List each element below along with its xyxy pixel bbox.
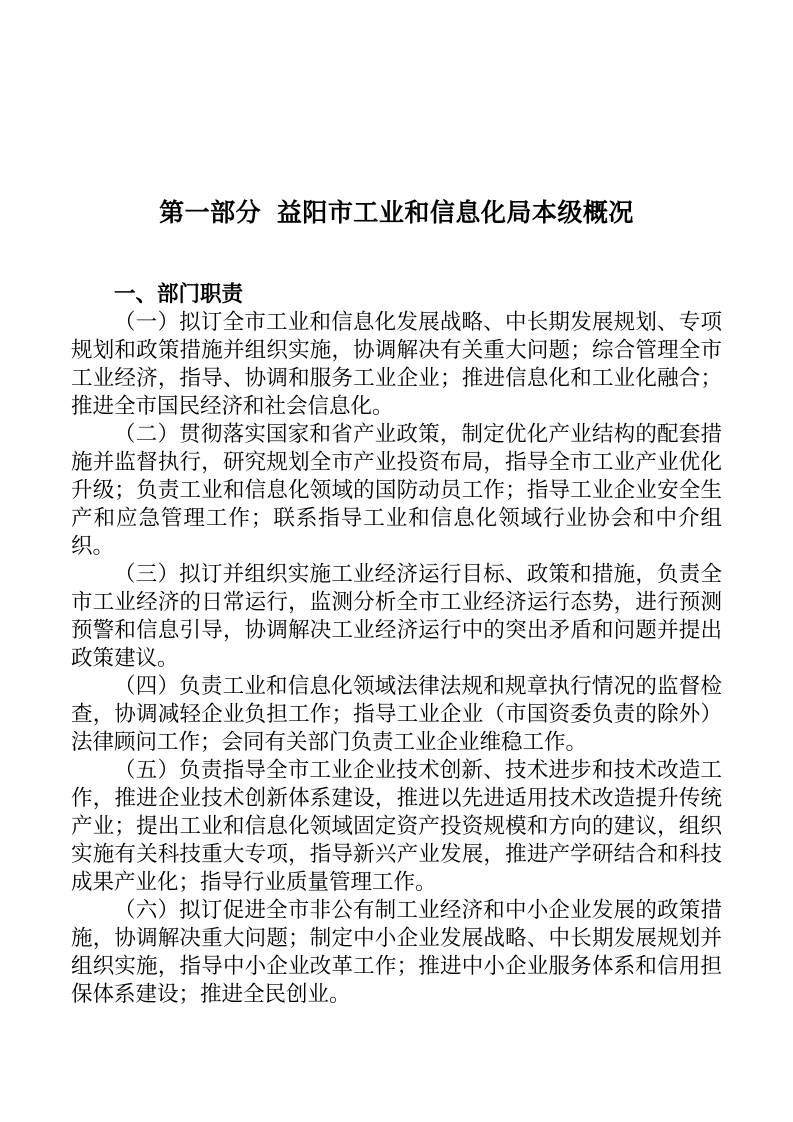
document-body [0,280,793,1008]
section-heading-duties: 一、部门职责 [114,282,244,306]
duty-paragraph-6: （六）拟订促进全市非公有制工业经济和中小企业发展的政策措施，协调解决重大问题；制定中小企业发展战略、中长期发展规划并组织实施，指导中小企业改革工作；推进中小企业服务体系和信用担保体系建设；推进全民创业。 [71,898,722,1006]
duty-paragraph-5: （五）负责指导全市工业企业技术创新、技术进步和技术改造工作，推进企业技术创新体系建设，推进以先进适用技术改造提升传统产业；提出工业和信息化领域固定资产投资规模和方向的建议，组织实施有关科技重大专项，指导新兴产业发展，推进产学研结合和科技成果产业化；指导行业质量管理工作。 [71,758,722,894]
duty-paragraph-4: （四）负责工业和信息化领域法律法规和规章执行情况的监督检查，协调减轻企业负担工作；指导工业企业（市国资委负责的除外）法律顾问工作；会同有关部门负责工业企业维稳工作。 [71,674,722,754]
duty-paragraph-2: （二）贯彻落实国家和省产业政策，制定优化产业结构的配套措施并监督执行，研究规划全市产业投资布局，指导全市工业产业优化升级；负责工业和信息化领域的国防动员工作；指导工业企业安全生产和应急管理工作；联系指导工业和信息化领域行业协会和中介组织。 [71,422,722,558]
document-title: 第一部分 益阳市工业和信息化局本级概况 [159,200,634,227]
duty-paragraph-3: （三）拟订并组织实施工业经济运行目标、政策和措施，负责全市工业经济的日常运行，监测分析全市工业经济运行态势，进行预测预警和信息引导，协调解决工业经济运行中的突出矛盾和问题并提出政策建议。 [71,562,722,670]
duty-paragraph-1: （一）拟订全市工业和信息化发展战略、中长期发展规划、专项规划和政策措施并组织实施，协调解决有关重大问题；综合管理全市工业经济，指导、协调和服务工业企业；推进信息化和工业化融合；推进全市国民经济和社会信息化。 [71,310,722,418]
